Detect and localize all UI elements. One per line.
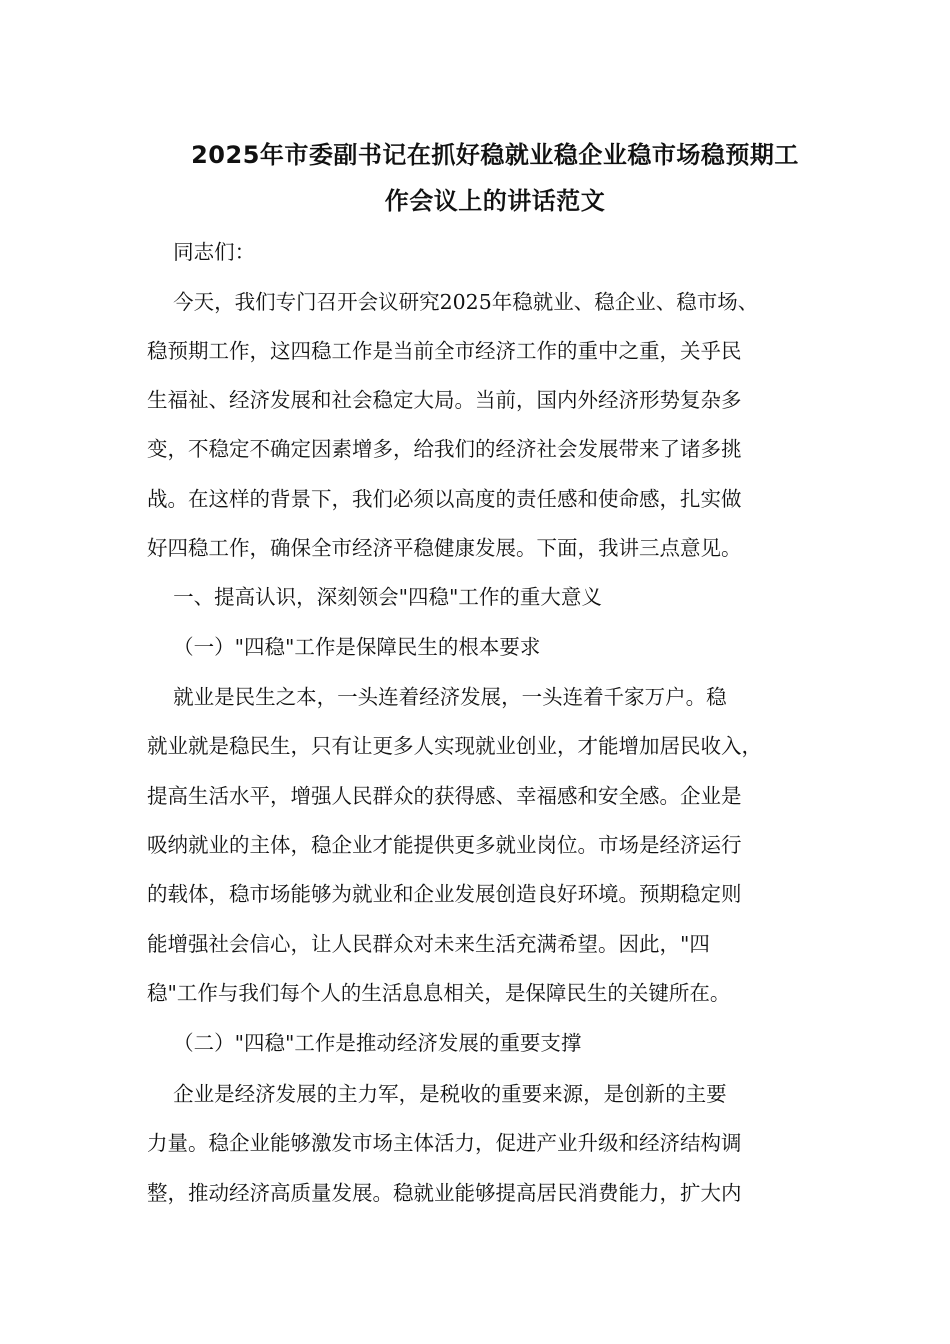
paragraph-line: 变，不稳定不确定因素增多，给我们的经济社会发展带来了诸多挑 bbox=[147, 437, 742, 461]
document-title-line-1: 2025年市委副书记在抓好稳就业稳企业稳市场稳预期工 bbox=[191, 141, 799, 169]
paragraph-line: 企业是经济发展的主力军，是税收的重要来源，是创新的主要 bbox=[147, 1082, 727, 1106]
section-heading: 一、提高认识，深刻领会"四稳"工作的重大意义 bbox=[147, 585, 602, 609]
paragraph-line: 今天，我们专门召开会议研究2025年稳就业、稳企业、稳市场、 bbox=[147, 290, 759, 314]
paragraph-line: 的载体，稳市场能够为就业和企业发展创造良好环境。预期稳定则 bbox=[147, 882, 742, 906]
paragraph-line: 就业是民生之本，一头连着经济发展，一头连着千家万户。稳 bbox=[147, 685, 727, 709]
paragraph-line: 稳"工作与我们每个人的生活息息相关，是保障民生的关键所在。 bbox=[147, 981, 731, 1005]
paragraph-line: 稳预期工作，这四稳工作是当前全市经济工作的重中之重，关乎民 bbox=[147, 339, 742, 363]
subsection-heading: （一）"四稳"工作是保障民生的根本要求 bbox=[147, 635, 541, 659]
paragraph-line: 好四稳工作，确保全市经济平稳健康发展。下面，我讲三点意见。 bbox=[147, 536, 742, 560]
salutation: 同志们： bbox=[147, 240, 256, 264]
document-title-line-2: 作会议上的讲话范文 bbox=[384, 187, 606, 215]
paragraph-line: 战。在这样的背景下，我们必须以高度的责任感和使命感，扎实做 bbox=[147, 487, 742, 511]
paragraph-line: 整，推动经济高质量发展。稳就业能够提高居民消费能力，扩大内 bbox=[147, 1181, 742, 1205]
paragraph-line: 提高生活水平，增强人民群众的获得感、幸福感和安全感。企业是 bbox=[147, 784, 742, 808]
paragraph-line: 吸纳就业的主体，稳企业才能提供更多就业岗位。市场是经济运行 bbox=[147, 833, 742, 857]
subsection-heading: （二）"四稳"工作是推动经济发展的重要支撑 bbox=[147, 1031, 582, 1055]
paragraph-line: 能增强社会信心，让人民群众对未来生活充满希望。因此，"四 bbox=[147, 932, 710, 956]
paragraph-line: 生福祉、经济发展和社会稳定大局。当前，国内外经济形势复杂多 bbox=[147, 388, 742, 412]
paragraph-line: 力量。稳企业能够激发市场主体活力，促进产业升级和经济结构调 bbox=[147, 1131, 742, 1155]
paragraph-line: 就业就是稳民生，只有让更多人实现就业创业，才能增加居民收入， bbox=[147, 734, 762, 758]
